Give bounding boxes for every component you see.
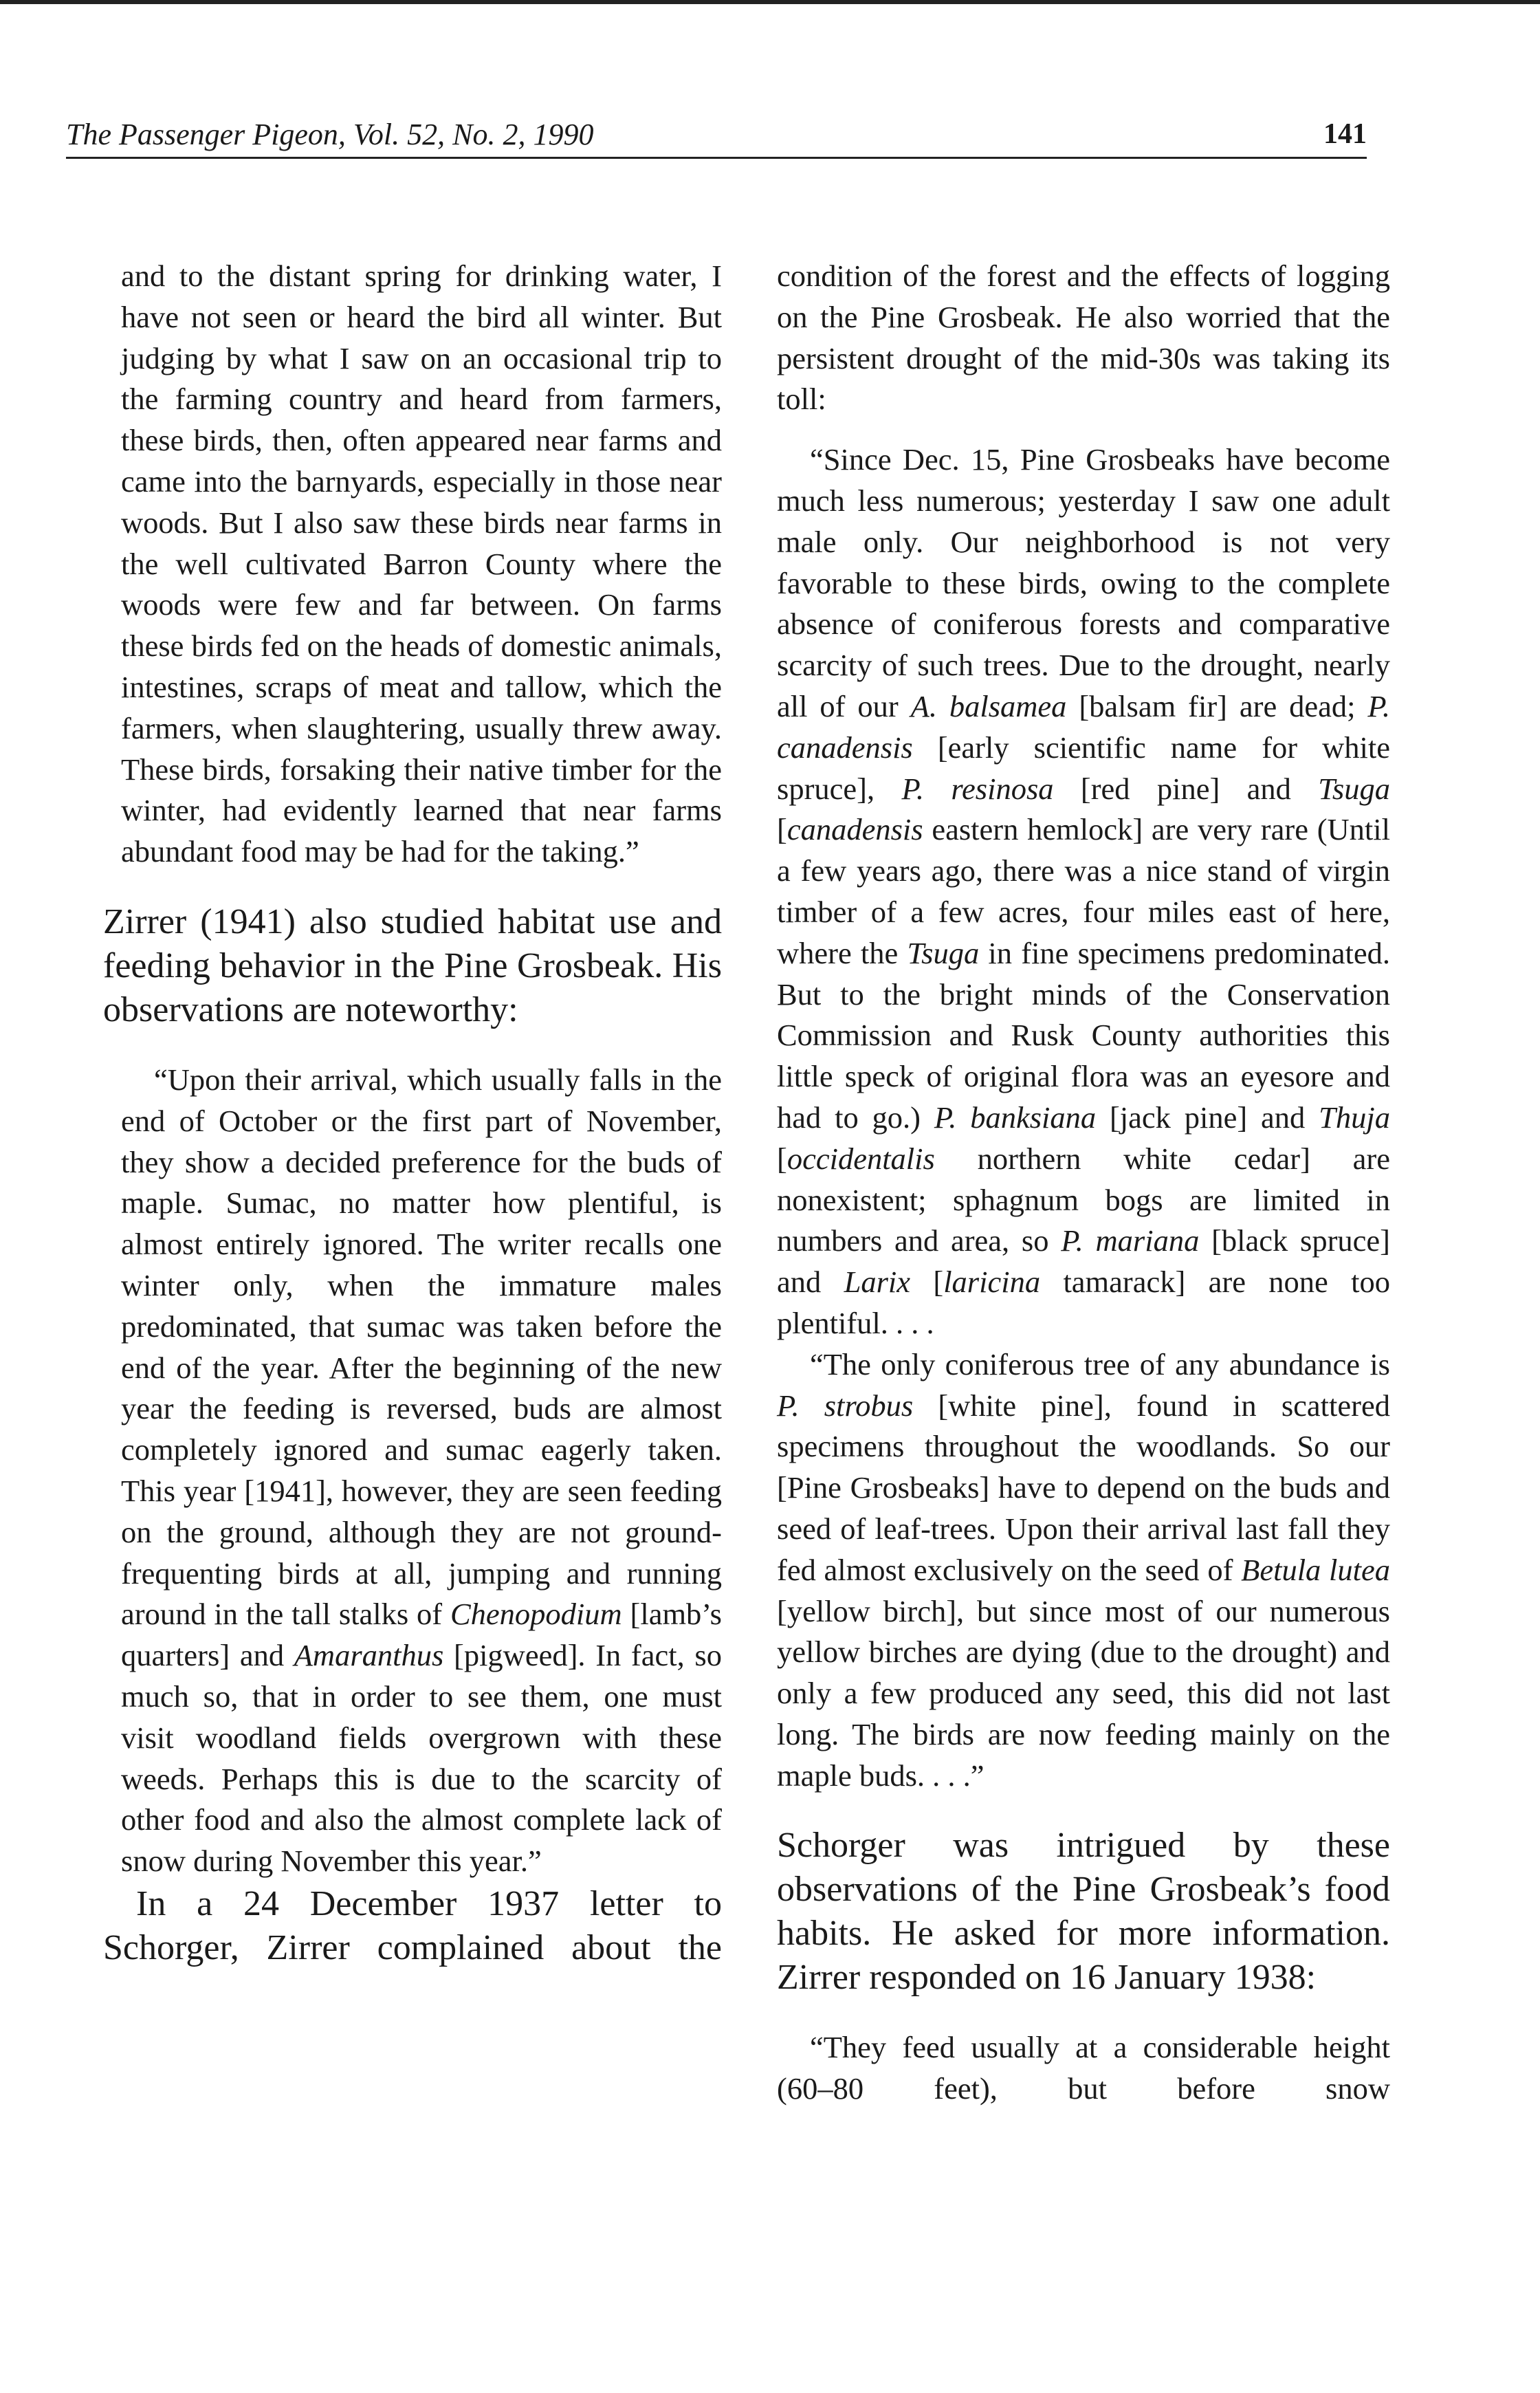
running-header bbox=[66, 109, 1367, 159]
quote-continuation-paragraph: and to the distant spring for drinking water, I have not seen or heard the bird all winter. But judging by what I saw on an occasional trip to the farming country and heard from farmers, these birds, then, often appeared near farms and came into the barnyards, especially in those near woods. But I also saw these birds near farms in the well cultivated Barron County where the woods were few and far between. On farms these birds fed on the heads of domestic animals, intestines, scraps of meat and tallow, which the farmers, when slaughtering, usually threw away. These birds, forsaking their native timber for the winter, had evidently learned that near farms abundant food may be had for the taking.” bbox=[121, 259, 722, 869]
quote-paragraph-zirrer-feeding: “Upon their arrival, which usually falls in the end of October or the first part of November, they show a decided preference for the buds of maple. Sumac, no matter how plentiful, is almost entirely ignored. The writer recalls one winter only, when the immature males predominated, that sumac was taken before the end of the year. After the beginning of the new year the feeding is reversed, buds are almost completely ignored and sumac eagerly taken. This year [1941], however, they are seen feeding on the ground, although they are not ground-frequenting birds at all, jumping and running around in the tall stalks of Chenopodium [lamb’s quarters] and Amaranthus [pigweed]. In fact, so much so, that in order to see them, one must visit woodland fields overgrown with these weeds. Perhaps this is due to the scarcity of other food and also the almost complete lack of snow during November this year.” bbox=[121, 1062, 722, 1879]
left-column bbox=[103, 256, 722, 1970]
body-paragraph-letter-1937: In a 24 December 1937 letter to Schorger, Zirrer complained about the bbox=[103, 1883, 722, 1967]
quote-paragraph-since-dec-15: “Since Dec. 15, Pine Grosbeaks have become much less numerous; yesterday I saw one adult male only. Our neighborhood is not very favorable to these birds, owing to the complete absence of coniferous forests and comparative scarcity of such trees. Due to the drought, nearly all of our A. balsamea [balsam fir] are dead; P. canadensis [early scientific name for white spruce], P. resinosa [red pine] and Tsuga [canadensis eastern hemlock] are very rare (Until a few years ago, there was a nice stand of virgin timber of a few acres, four miles east of here, where the Tsuga in fine specimens predominated. But to the bright minds of the Conservation Commission and Rusk County authorities this little speck of original flora was an eyesore and had to go.) P. banksiana [jack pine] and Thuja [occidentalis northern white cedar] are nonexistent; sphagnum bogs are limited in numbers and area, so P. mariana [black spruce] and Larix [laricina tamarack] are none too plentiful. . . . bbox=[777, 442, 1390, 1340]
right-column bbox=[777, 256, 1390, 2110]
quote-paragraph-coniferous-tree: “The only coniferous tree of any abundance is P. strobus [white pine], found in scattered specimens throughout the woodlands. So our [Pine Grosbeaks] have to depend on the buds and seed of leaf-trees. Upon their arrival last fall they fed almost exclusively on the seed of Betula lutea [yellow birch], but since most of our numerous yellow birches are dying (due to the drought) and only a few produced any seed, this did not last long. The birds are now feeding mainly on the maple buds. . . .” bbox=[777, 1346, 1390, 1793]
journal-citation: The Passenger Pigeon, Vol. 52, No. 2, 1990 bbox=[66, 118, 594, 151]
page-number: 141 bbox=[1323, 118, 1367, 150]
quote-paragraph-feeding-height: “They feed usually at a considerable height (60–80 feet), but before snow bbox=[777, 2030, 1390, 2106]
body-paragraph-zirrer-1941: Zirrer (1941) also studied habitat use and feeding behavior in the Pine Grosbeak. His observations are noteworthy: bbox=[103, 902, 722, 1029]
body-paragraph-forest-condition: condition of the forest and the effects of logging on the Pine Grosbeak. He also worried that the persistent drought of the mid-30s was taking its toll: bbox=[777, 259, 1390, 417]
body-paragraph-schorger-intrigued: Schorger was intrigued by these observations of the Pine Grosbeak’s food habits. He asked for more information. Zirrer responded on 16 January 1938: bbox=[777, 1826, 1390, 1998]
top-border-rule bbox=[0, 0, 1540, 4]
